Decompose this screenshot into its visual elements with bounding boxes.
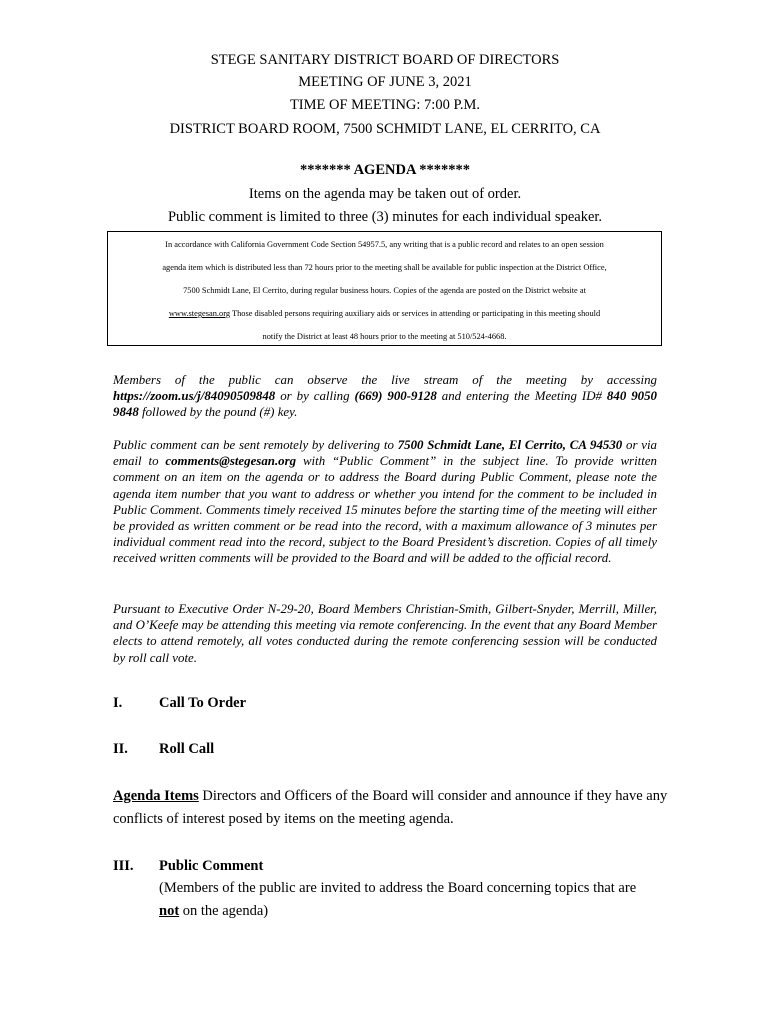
- mailing-address: 7500 Schmidt Lane, El Cerrito, CA 94530: [397, 438, 623, 452]
- emphasis-not: not: [159, 903, 180, 919]
- comment-limit-note: Public comment is limited to three (3) minutes for each individual speaker.: [167, 209, 603, 225]
- item-public-comment: Public Comment: [159, 858, 264, 874]
- meeting-date: MEETING OF JUNE 3, 2021: [298, 74, 472, 90]
- agenda-title: ******* AGENDA *******: [300, 162, 470, 178]
- order-note: Items on the agenda may be taken out of order.: [248, 186, 522, 202]
- public-records-notice: [107, 231, 662, 346]
- meeting-id: 840 9050 9848: [113, 389, 657, 420]
- executive-order-paragraph: Pursuant to Executive Order N-29-20, Board Members Christian-Smith, Gilbert-Snyder, Merrill, Miller, and O’Keefe may be attending this meeting via remote conferencing. In the event that any Board Member elects to attend remotely, all votes conducted during the remote conferencing session will be conducted by roll call vote.: [113, 602, 657, 665]
- email-address[interactable]: comments@stegesan.org: [165, 454, 297, 469]
- livestream-paragraph: [113, 372, 657, 421]
- notice-line: agenda item which is distributed less than 72 hours prior to the meeting shall be available for public inspection at the District Office,: [162, 263, 607, 272]
- public-comment-description: [159, 877, 679, 923]
- text: on the agenda): [179, 903, 269, 919]
- meeting-time: TIME OF MEETING: 7:00 P.M.: [289, 97, 481, 113]
- public-comment-paragraph: [113, 437, 657, 567]
- meeting-location: DISTRICT BOARD ROOM, 7500 SCHMIDT LANE, EL CERRITO, CA: [169, 121, 601, 137]
- item-number: III.: [113, 858, 134, 874]
- notice-line: notify the District at least 48 hours prior to the meeting at 510/524-4668.: [262, 332, 507, 341]
- phone-number: (669) 900-9128: [354, 389, 437, 404]
- text: or via email to: [113, 438, 658, 469]
- text: Public comment can be sent remotely by delivering to: [113, 438, 398, 452]
- item-number: I.: [113, 695, 123, 711]
- notice-line: In accordance with California Government Code Section 54957.5, any writing that is a public record and relates to an open session: [165, 240, 604, 249]
- text: followed by the pound (#) key.: [138, 405, 298, 420]
- zoom-link[interactable]: https://zoom.us/j/84090509848: [113, 389, 276, 404]
- text: Members of the public can observe the live stream of the meeting by accessing: [113, 373, 657, 387]
- text: or by calling: [275, 389, 355, 404]
- agenda-items-label: Agenda Items: [113, 788, 199, 804]
- board-title: STEGE SANITARY DISTRICT BOARD OF DIRECTORS: [210, 52, 560, 68]
- notice-line: [108, 309, 661, 319]
- notice-text: Those disabled persons requiring auxiliary aids or services in attending or participating in this meeting should: [230, 309, 601, 318]
- agenda-items-paragraph: [113, 785, 673, 831]
- text: with “Public Comment” in the subject line. To provide written comment on an item on the agenda or to address the Board during Public Comment, please note the agenda item number that you want to address or whether you intend for the comment to be included in Public Comment. Comments timely received 15 minutes before the starting time of the meeting will either be provided as written comment or be read into the record, with a maximum allowance of 3 minutes per individual comment read into the record, subject to the Board President’s discretion. Copies of all timely received written comments will be provided to the Board and will be added to the official record.: [113, 454, 657, 566]
- item-call-to-order: Call To Order: [159, 695, 247, 711]
- text: Directors and Officers of the Board will consider and announce if they have any conflicts of interest posed by items on the meeting agenda.: [113, 788, 668, 827]
- item-number: II.: [113, 741, 128, 757]
- website-link[interactable]: www.stegesan.org: [168, 309, 231, 318]
- notice-line: 7500 Schmidt Lane, El Cerrito, during regular business hours. Copies of the agenda are posted on the District website at: [183, 286, 586, 295]
- item-roll-call: Roll Call: [159, 741, 215, 757]
- text: (Members of the public are invited to address the Board concerning topics that are: [159, 880, 637, 896]
- text: and entering the Meeting ID#: [436, 389, 607, 404]
